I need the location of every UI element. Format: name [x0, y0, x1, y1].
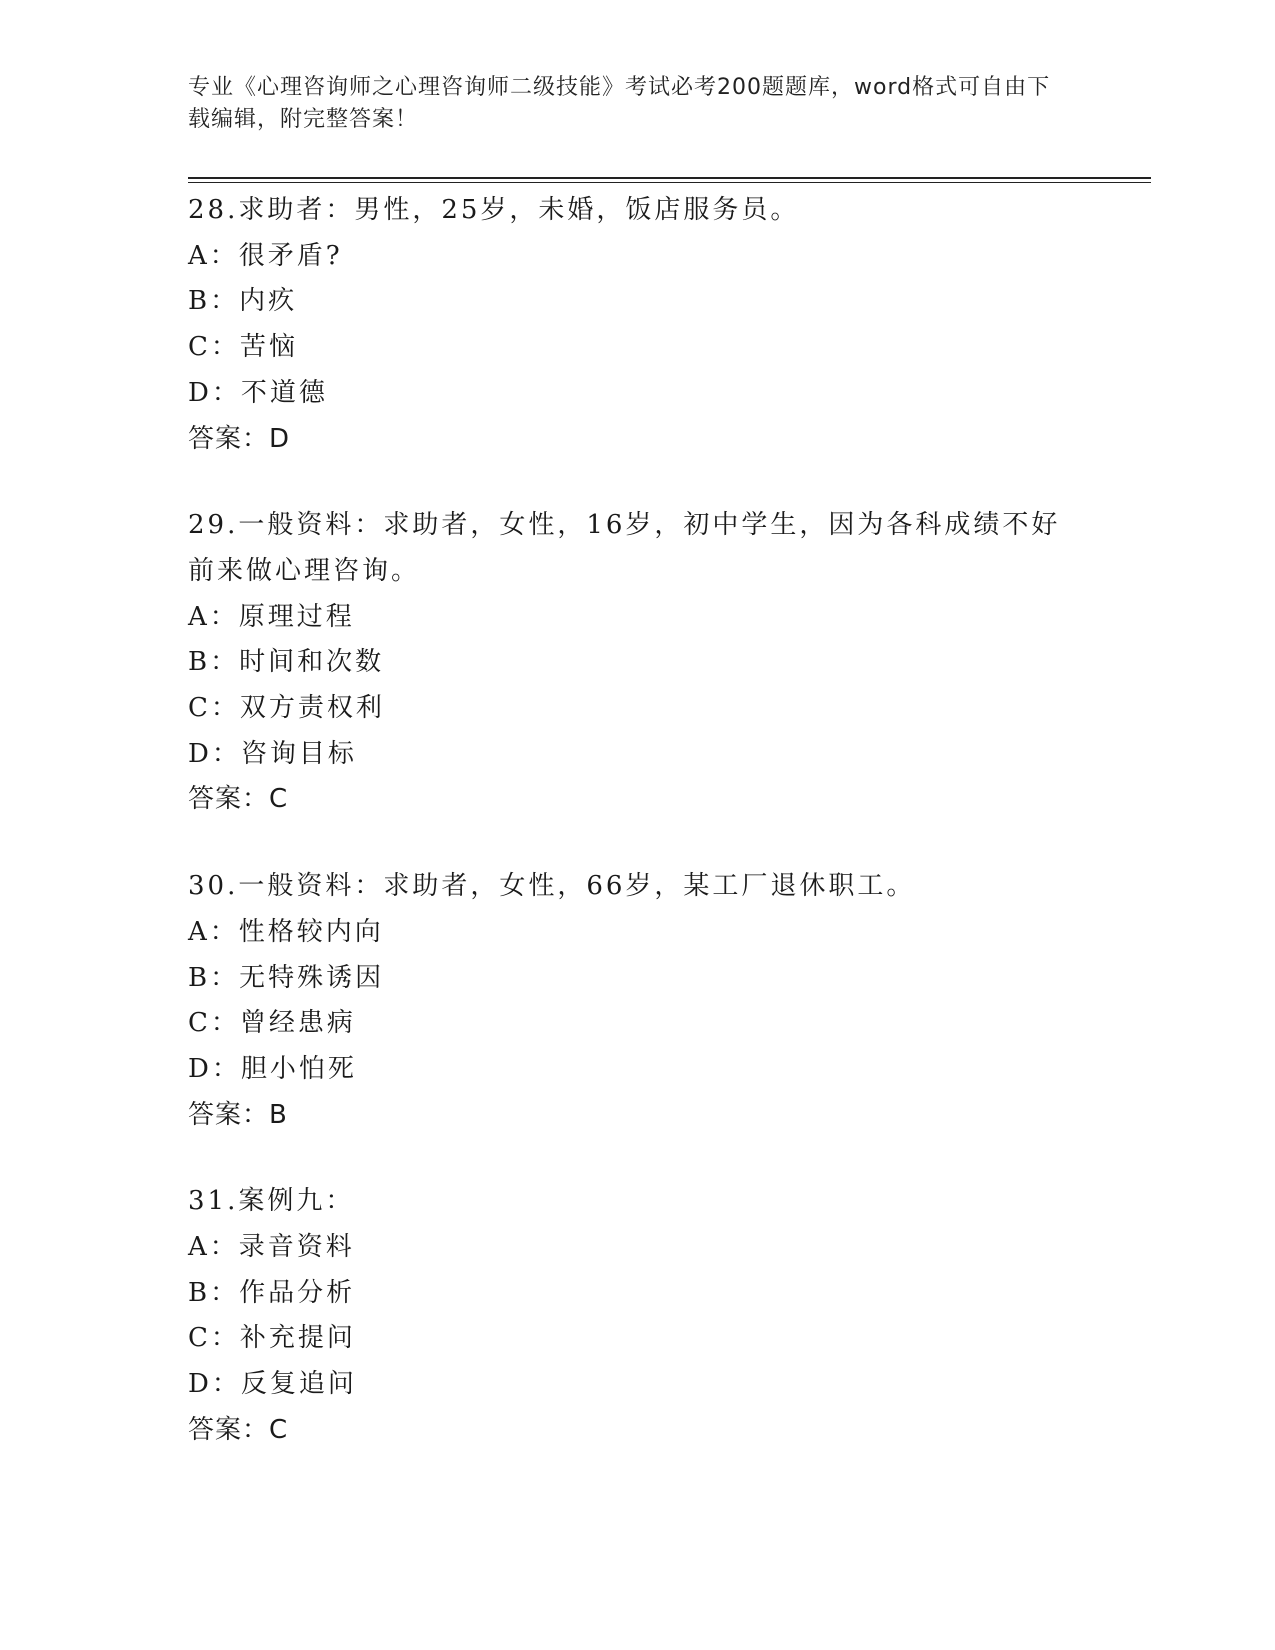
question-stem: 30.一般资料：求助者，女性，66岁，某工厂退休职工。: [188, 871, 916, 902]
answer-line: 答案：C: [188, 1414, 289, 1445]
option-c: C：曾经患病: [188, 1008, 356, 1039]
question-stem: 31.案例九：: [188, 1186, 355, 1217]
header-divider-thick: [188, 177, 1151, 179]
answer-line: 答案：C: [188, 784, 289, 815]
question-30: [188, 864, 1088, 1138]
option-c: C：补充提问: [188, 1323, 356, 1354]
question-stem: 29.一般资料：求助者，女性，16岁，初中学生，因为各科成绩不好前来做心理咨询。: [188, 510, 1061, 586]
option-a: A：录音资料: [188, 1232, 355, 1263]
option-b: B：时间和次数: [188, 647, 385, 678]
option-c: C：苦恼: [188, 332, 298, 363]
option-d: D：胆小怕死: [188, 1053, 357, 1084]
option-d: D：咨询目标: [188, 738, 357, 769]
option-b: B：作品分析: [188, 1277, 356, 1308]
option-d: D：不道德: [188, 377, 328, 408]
option-a: A：性格较内向: [188, 916, 384, 947]
question-28: [188, 188, 1088, 462]
option-b: B：无特殊诱因: [188, 962, 385, 993]
header-divider-thin: [188, 182, 1151, 183]
header-note: 专业《心理咨询师之心理咨询师二级技能》考试必考200题题库，word格式可自由下载编辑，附完整答案！: [188, 75, 1051, 132]
option-a: A：原理过程: [188, 601, 355, 632]
question-list: [188, 188, 1088, 1495]
option-d: D：反复追问: [188, 1369, 357, 1400]
option-b: B：内疚: [188, 286, 298, 317]
answer-line: 答案：D: [188, 423, 291, 454]
question-31: [188, 1179, 1088, 1453]
question-stem: 28.求助者：男性，25岁，未婚，饭店服务员。: [188, 195, 800, 225]
answer-line: 答案：B: [188, 1099, 288, 1130]
option-a: A：很矛盾?: [188, 240, 343, 271]
option-c: C：双方责权利: [188, 693, 385, 724]
question-29: [188, 503, 1088, 823]
